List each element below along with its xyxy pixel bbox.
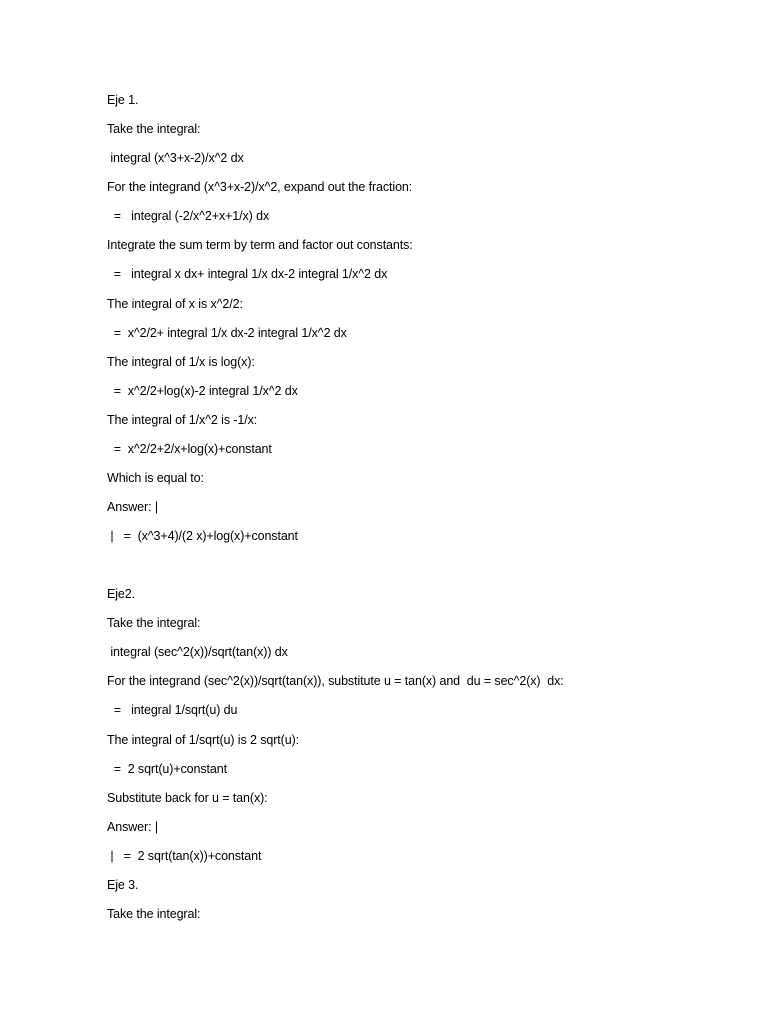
answer-value: | = (x^3+4)/(2 x)+log(x)+constant bbox=[107, 529, 298, 543]
text-line: The integral of 1/x^2 is -1/x: bbox=[107, 413, 258, 427]
math-line: integral (x^3+x-2)/x^2 dx bbox=[107, 151, 244, 165]
text-line: The integral of x is x^2/2: bbox=[107, 297, 243, 311]
math-line: = 2 sqrt(u)+constant bbox=[107, 762, 227, 776]
text-line: Substitute back for u = tan(x): bbox=[107, 791, 268, 805]
text-line: The integral of 1/sqrt(u) is 2 sqrt(u): bbox=[107, 733, 300, 747]
text-line: Which is equal to: bbox=[107, 471, 204, 485]
math-line: = integral x dx+ integral 1/x dx-2 integral 1/x^2 dx bbox=[107, 267, 388, 281]
exercise-2-heading: Eje2. bbox=[107, 587, 135, 601]
text-line: Take the integral: bbox=[107, 907, 201, 921]
math-line: = x^2/2+log(x)-2 integral 1/x^2 dx bbox=[107, 384, 298, 398]
math-line: = x^2/2+2/x+log(x)+constant bbox=[107, 442, 272, 456]
math-line: = x^2/2+ integral 1/x dx-2 integral 1/x^2 dx bbox=[107, 326, 347, 340]
text-line: For the integrand (sec^2(x))/sqrt(tan(x)), substitute u = tan(x) and du = sec^2(x) dx: bbox=[107, 674, 564, 688]
math-line: = integral 1/sqrt(u) du bbox=[107, 703, 238, 717]
text-line: Integrate the sum term by term and factor out constants: bbox=[107, 238, 413, 252]
exercise-1-heading: Eje 1. bbox=[107, 93, 139, 107]
math-line: integral (sec^2(x))/sqrt(tan(x)) dx bbox=[107, 645, 288, 659]
exercise-3-heading: Eje 3. bbox=[107, 878, 139, 892]
math-line: = integral (-2/x^2+x+1/x) dx bbox=[107, 209, 270, 223]
answer-label: Answer: | bbox=[107, 500, 158, 514]
text-line: Take the integral: bbox=[107, 122, 201, 136]
text-line: Take the integral: bbox=[107, 616, 201, 630]
answer-value: | = 2 sqrt(tan(x))+constant bbox=[107, 849, 262, 863]
answer-label: Answer: | bbox=[107, 820, 158, 834]
text-line: For the integrand (x^3+x-2)/x^2, expand out the fraction: bbox=[107, 180, 413, 194]
text-line: The integral of 1/x is log(x): bbox=[107, 355, 255, 369]
